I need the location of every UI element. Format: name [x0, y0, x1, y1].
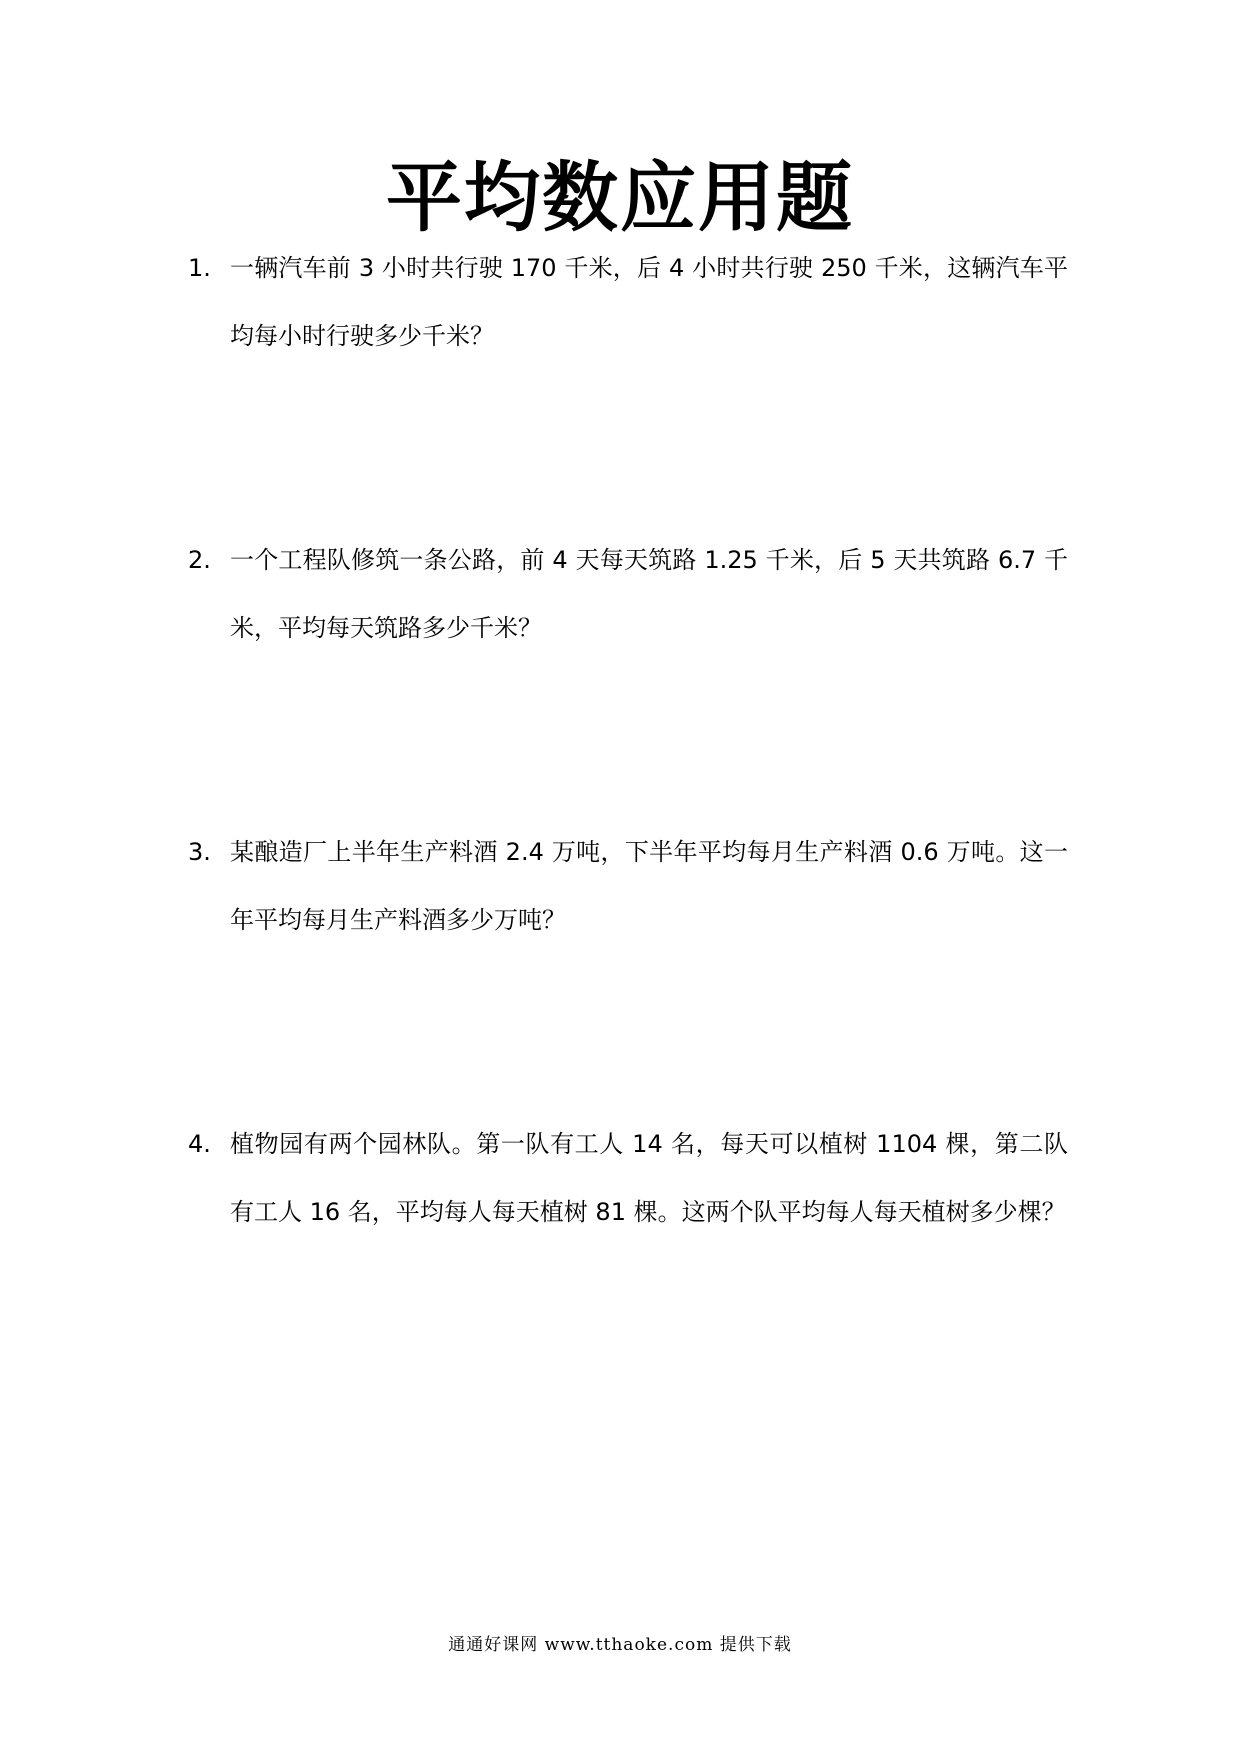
question-number: 4. — [188, 1130, 211, 1158]
page-title: 平均数应用题 — [386, 153, 854, 242]
footer-source: 通通好课网 www.tthaoke.com 提供下载 — [448, 1635, 792, 1655]
question-text: 一个工程队修筑一条公路，前 4 天每天筑路 1.25 千米，后 5 天共筑路 6.7 千米，平均每天筑路多少千米？ — [230, 546, 1068, 642]
question-number: 2. — [188, 546, 211, 574]
question-text: 一辆汽车前 3 小时共行驶 170 千米，后 4 小时共行驶 250 千米，这辆汽车平均每小时行驶多少千米？ — [230, 254, 1068, 350]
question-text: 植物园有两个园林队。第一队有工人 14 名，每天可以植树 1104 棵，第二队有工人 16 名，平均每人每天植树 81 棵。这两个队平均每人每天植树多少棵？ — [230, 1130, 1068, 1226]
question-text: 某酿造厂上半年生产料酒 2.4 万吨，下半年平均每月生产料酒 0.6 万吨。这一年平均每月生产料酒多少万吨？ — [230, 838, 1068, 934]
question-number: 1. — [188, 254, 211, 282]
question-number: 3. — [188, 838, 211, 866]
